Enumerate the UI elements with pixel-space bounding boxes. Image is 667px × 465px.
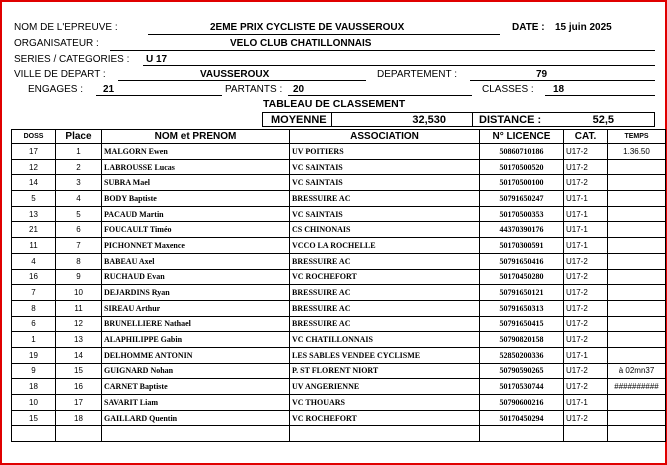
cell-association: VCCO LA ROCHELLE xyxy=(290,238,480,254)
col-cat: CAT. xyxy=(564,130,608,144)
cell-cat: U17-2 xyxy=(564,269,608,285)
cell-place: 3 xyxy=(56,175,102,191)
cell-nom: DELHOMME ANTONIN xyxy=(102,347,290,363)
cell-temps xyxy=(608,300,666,316)
cell-temps xyxy=(608,316,666,332)
cell-association: VC ROCHEFORT xyxy=(290,410,480,426)
departement-value: 79 xyxy=(536,69,548,80)
organisateur-value: VELO CLUB CHATILLONNAIS xyxy=(230,38,372,49)
col-temps: TEMPS xyxy=(608,130,666,144)
cell-doss: 18 xyxy=(12,379,56,395)
cell-doss: 21 xyxy=(12,222,56,238)
col-nom: NOM et PRENOM xyxy=(102,130,290,144)
cell-temps: à 02mn37 xyxy=(608,363,666,379)
distance-label: DISTANCE : xyxy=(479,114,542,126)
table-row xyxy=(12,426,666,442)
cell-place: 14 xyxy=(56,347,102,363)
cell-nom: BRUNELLIERE Nathael xyxy=(102,316,290,332)
cell-licence: 50791650415 xyxy=(480,316,564,332)
cell-cat: U17-2 xyxy=(564,316,608,332)
cell-doss: 12 xyxy=(12,159,56,175)
cell-place: 1 xyxy=(56,144,102,160)
cell-nom: PACAUD Martin xyxy=(102,206,290,222)
table-header xyxy=(12,130,666,144)
cell-doss: 10 xyxy=(12,395,56,411)
date-label: DATE : xyxy=(512,22,545,33)
cell-place: 10 xyxy=(56,285,102,301)
cell-doss: 17 xyxy=(12,144,56,160)
col-place: Place xyxy=(56,130,102,144)
cell-nom: LABROUSSE Lucas xyxy=(102,159,290,175)
cell-licence: 50170530744 xyxy=(480,379,564,395)
ville-label: VILLE DE DEPART : xyxy=(14,69,106,80)
classes-value: 18 xyxy=(553,84,565,95)
cell-licence: 50790600216 xyxy=(480,395,564,411)
table-row xyxy=(12,285,666,301)
cell-nom: SIREAU Arthur xyxy=(102,300,290,316)
cell-doss xyxy=(12,426,56,442)
cell-place: 18 xyxy=(56,410,102,426)
cell-place xyxy=(56,426,102,442)
cell-place: 6 xyxy=(56,222,102,238)
table-row xyxy=(12,316,666,332)
cell-licence: 50170500100 xyxy=(480,175,564,191)
cell-licence: 50791650121 xyxy=(480,285,564,301)
ville-value: VAUSSEROUX xyxy=(200,69,270,80)
cell-temps xyxy=(608,159,666,175)
cell-cat: U17-1 xyxy=(564,347,608,363)
classement-table xyxy=(11,129,666,442)
epreuve-label: NOM DE L'EPREUVE : xyxy=(14,22,118,33)
cell-temps xyxy=(608,410,666,426)
distance-value: 52,5 xyxy=(592,114,614,126)
cell-place: 9 xyxy=(56,269,102,285)
cell-nom: SAVARIT Liam xyxy=(102,395,290,411)
date-value: 15 juin 2025 xyxy=(555,22,612,33)
cell-nom: BABEAU Axel xyxy=(102,253,290,269)
cell-doss: 13 xyxy=(12,206,56,222)
epreuve-name: 2EME PRIX CYCLISTE DE VAUSSEROUX xyxy=(210,22,405,33)
cell-doss: 19 xyxy=(12,347,56,363)
cell-cat: U17-1 xyxy=(564,191,608,207)
engages-label: ENGAGES : xyxy=(28,84,84,95)
cell-place: 11 xyxy=(56,300,102,316)
cell-place: 12 xyxy=(56,316,102,332)
moyenne-label: MOYENNE xyxy=(262,112,332,127)
classes-label: CLASSES : xyxy=(482,84,534,95)
partants-label: PARTANTS : xyxy=(225,84,283,95)
cell-place: 13 xyxy=(56,332,102,348)
cell-licence: 44370390176 xyxy=(480,222,564,238)
cell-temps xyxy=(608,285,666,301)
cell-cat xyxy=(564,426,608,442)
cell-cat: U17-2 xyxy=(564,175,608,191)
cell-association: BRESSUIRE AC xyxy=(290,253,480,269)
cell-cat: U17-1 xyxy=(564,206,608,222)
cell-temps xyxy=(608,269,666,285)
cell-nom: GAILLARD Quentin xyxy=(102,410,290,426)
table-row xyxy=(12,395,666,411)
moyenne-value: 32,530 xyxy=(331,112,473,127)
cell-association: BRESSUIRE AC xyxy=(290,285,480,301)
cell-licence: 50170300591 xyxy=(480,238,564,254)
cell-association: BRESSUIRE AC xyxy=(290,300,480,316)
cell-nom: ALAPHILIPPE Gabin xyxy=(102,332,290,348)
table-row xyxy=(12,222,666,238)
cell-doss: 9 xyxy=(12,363,56,379)
col-association: ASSOCIATION xyxy=(290,130,480,144)
cell-association: BRESSUIRE AC xyxy=(290,191,480,207)
cell-cat: U17-2 xyxy=(564,253,608,269)
cell-nom: SUBRA Mael xyxy=(102,175,290,191)
table-row xyxy=(12,363,666,379)
cell-association: VC SAINTAIS xyxy=(290,175,480,191)
cell-cat: U17-2 xyxy=(564,144,608,160)
table-row xyxy=(12,300,666,316)
cell-temps xyxy=(608,238,666,254)
cell-place: 5 xyxy=(56,206,102,222)
cell-nom: RUCHAUD Evan xyxy=(102,269,290,285)
cell-cat: U17-2 xyxy=(564,332,608,348)
cell-licence: 50860710186 xyxy=(480,144,564,160)
table-row xyxy=(12,253,666,269)
cell-licence xyxy=(480,426,564,442)
cell-doss: 4 xyxy=(12,253,56,269)
cell-licence: 50170500520 xyxy=(480,159,564,175)
cell-temps xyxy=(608,206,666,222)
cell-cat: U17-1 xyxy=(564,238,608,254)
cell-association: BRESSUIRE AC xyxy=(290,316,480,332)
tableau-title: TABLEAU DE CLASSEMENT xyxy=(263,98,406,110)
cell-nom xyxy=(102,426,290,442)
cell-nom: FOUCAULT Timéo xyxy=(102,222,290,238)
col-licence: N° LICENCE xyxy=(480,130,564,144)
series-value: U 17 xyxy=(146,54,168,65)
cell-temps xyxy=(608,426,666,442)
cell-association xyxy=(290,426,480,442)
cell-licence: 50791650313 xyxy=(480,300,564,316)
series-label: SERIES / CATEGORIES : xyxy=(14,54,130,65)
table-row xyxy=(12,175,666,191)
cell-temps xyxy=(608,332,666,348)
cell-temps xyxy=(608,347,666,363)
cell-temps xyxy=(608,191,666,207)
cell-nom: GUIGNARD Nohan xyxy=(102,363,290,379)
cell-licence: 50170450280 xyxy=(480,269,564,285)
organisateur-label: ORGANISATEUR : xyxy=(14,38,99,49)
cell-doss: 6 xyxy=(12,316,56,332)
cell-cat: U17-2 xyxy=(564,159,608,175)
cell-temps: 1.36.50 xyxy=(608,144,666,160)
cell-place: 15 xyxy=(56,363,102,379)
table-row xyxy=(12,206,666,222)
cell-doss: 15 xyxy=(12,410,56,426)
cell-association: VC ROCHEFORT xyxy=(290,269,480,285)
cell-nom: CARNET Baptiste xyxy=(102,379,290,395)
cell-cat: U17-2 xyxy=(564,285,608,301)
cell-licence: 50790820158 xyxy=(480,332,564,348)
cell-association: UV POITIERS xyxy=(290,144,480,160)
table-row xyxy=(12,347,666,363)
cell-place: 16 xyxy=(56,379,102,395)
cell-doss: 14 xyxy=(12,175,56,191)
cell-cat: U17-2 xyxy=(564,410,608,426)
cell-licence: 52850200336 xyxy=(480,347,564,363)
cell-temps: ########## xyxy=(608,379,666,395)
cell-licence: 50790590265 xyxy=(480,363,564,379)
cell-association: VC THOUARS xyxy=(290,395,480,411)
cell-association: LES SABLES VENDEE CYCLISME xyxy=(290,347,480,363)
cell-cat: U17-1 xyxy=(564,222,608,238)
cell-nom: PICHONNET Maxence xyxy=(102,238,290,254)
cell-doss: 8 xyxy=(12,300,56,316)
departement-label: DEPARTEMENT : xyxy=(377,69,458,80)
table-row xyxy=(12,159,666,175)
engages-value: 21 xyxy=(103,84,115,95)
cell-cat: U17-2 xyxy=(564,379,608,395)
cell-doss: 7 xyxy=(12,285,56,301)
table-row xyxy=(12,332,666,348)
cell-association: UV ANGERIENNE xyxy=(290,379,480,395)
cell-place: 7 xyxy=(56,238,102,254)
cell-cat: U17-1 xyxy=(564,395,608,411)
distance-box xyxy=(472,112,655,127)
cell-association: VC CHATILLONNAIS xyxy=(290,332,480,348)
cell-licence: 50170450294 xyxy=(480,410,564,426)
cell-licence: 50170500353 xyxy=(480,206,564,222)
table-row xyxy=(12,191,666,207)
table-row xyxy=(12,144,666,160)
cell-licence: 50791650247 xyxy=(480,191,564,207)
cell-nom: BODY Baptiste xyxy=(102,191,290,207)
cell-licence: 50791650416 xyxy=(480,253,564,269)
cell-association: VC SAINTAIS xyxy=(290,206,480,222)
cell-temps xyxy=(608,222,666,238)
cell-cat: U17-2 xyxy=(564,363,608,379)
table-row xyxy=(12,269,666,285)
cell-place: 4 xyxy=(56,191,102,207)
col-doss: DOSS xyxy=(12,130,56,144)
partants-value: 20 xyxy=(293,84,305,95)
cell-place: 17 xyxy=(56,395,102,411)
cell-place: 8 xyxy=(56,253,102,269)
table-row xyxy=(12,379,666,395)
cell-association: CS CHINONAIS xyxy=(290,222,480,238)
cell-doss: 5 xyxy=(12,191,56,207)
cell-nom: MALGORN Ewen xyxy=(102,144,290,160)
cell-temps xyxy=(608,175,666,191)
cell-cat: U17-2 xyxy=(564,300,608,316)
cell-temps xyxy=(608,253,666,269)
table-row xyxy=(12,410,666,426)
cell-temps xyxy=(608,395,666,411)
cell-association: VC SAINTAIS xyxy=(290,159,480,175)
cell-place: 2 xyxy=(56,159,102,175)
cell-doss: 11 xyxy=(12,238,56,254)
cell-doss: 1 xyxy=(12,332,56,348)
cell-association: P. ST FLORENT NIORT xyxy=(290,363,480,379)
table-row xyxy=(12,238,666,254)
cell-doss: 16 xyxy=(12,269,56,285)
cell-nom: DEJARDINS Ryan xyxy=(102,285,290,301)
